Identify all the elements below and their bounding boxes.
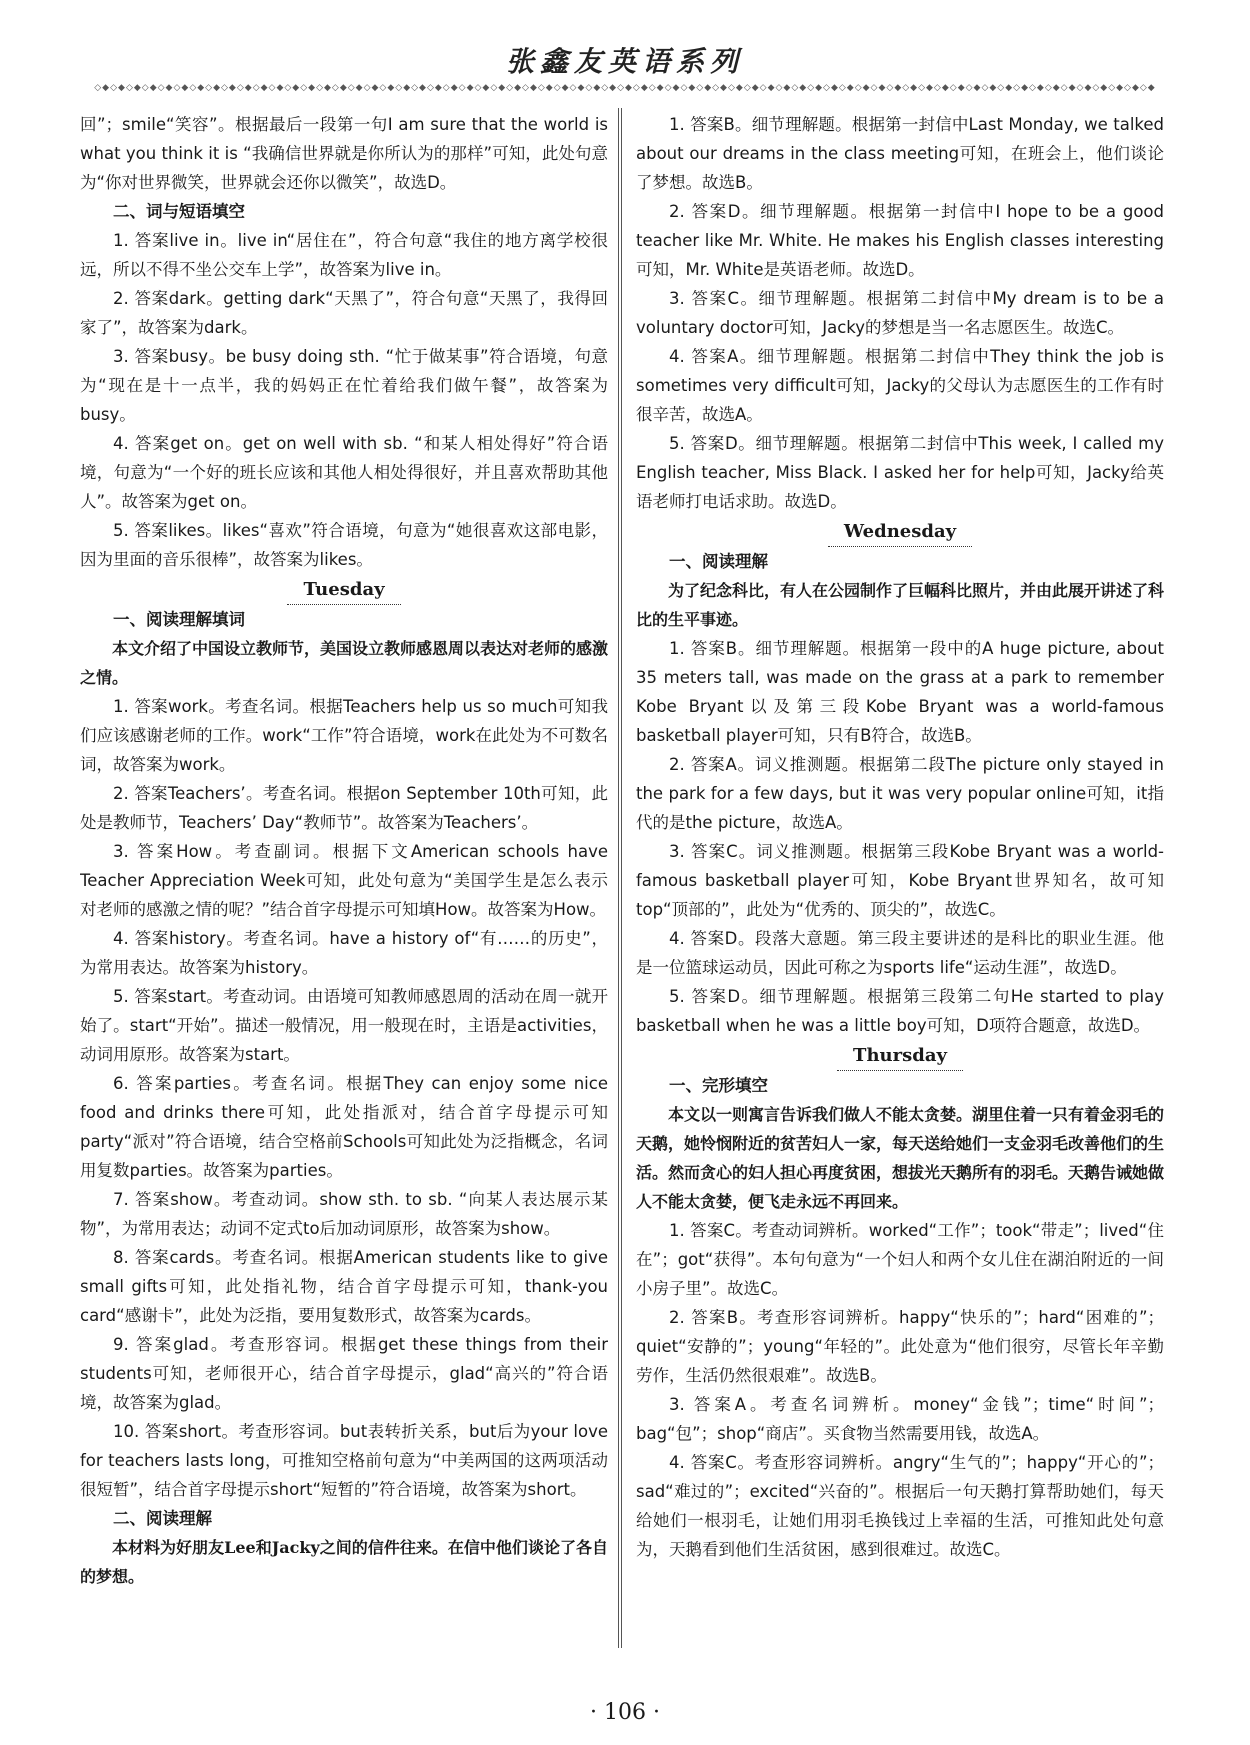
day-heading-tuesday: Tuesday <box>80 576 608 605</box>
answer-item: 4. 答案history。考查名词。have a history of“有……的历史”，为常用表达。故答案为history。 <box>80 929 608 977</box>
answer-item: 3. 答案How。考查副词。根据下文American schools have Teacher Appreciation Week可知，此处句意为“美国学生是怎么表示对老师的感激之情的呢？”结合首字母提示可知填How。故答案为How。 <box>80 842 608 919</box>
answer-item: 3. 答案A。考查名词辨析。money“金钱”；time“时间”；bag“包”；shop“商店”。买食物当然需要用钱，故选A。 <box>636 1395 1164 1443</box>
answer-item: 7. 答案show。考查动词。show sth. to sb. “向某人表达展示某物”，为常用表达；动词不定式to后加动词原形，故答案为show。 <box>80 1190 608 1238</box>
answer-item: 2. 答案D。细节理解题。根据第一封信中I hope to be a good teacher like Mr. White. He makes his English classes interesting可知，Mr. White是英语老师。故选D。 <box>636 202 1164 279</box>
continued-paragraph: 回”；smile“笑容”。根据最后一段第一句I am sure that the world is what you think it is “我确信世界就是你所认为的那样”可知，此处句意为“你对世界微笑，世界就会还你以微笑”，故选D。 <box>80 115 608 192</box>
page-number: · 106 · <box>590 1700 660 1725</box>
section-heading-reading: 二、阅读理解 <box>113 1509 212 1528</box>
passage-summary: 本材料为好朋友Lee和Jacky之间的信件往来。在信中他们谈论了各自的梦想。 <box>80 1538 608 1586</box>
answer-item: 5. 答案D。细节理解题。根据第二封信中This week, I called my English teacher, Miss Black. I asked her for help可知，Jacky给英语老师打电话求助。故选D。 <box>636 434 1164 511</box>
answer-item: 1. 答案live in。live in“居住在”，符合句意“我住的地方离学校很远，所以不得不坐公交车上学”，故答案为live in。 <box>80 231 608 279</box>
answer-item: 1. 答案work。考查名词。根据Teachers help us so much可知我们应该感谢老师的工作。work“工作”符合语境，work在此处为不可数名词，故答案为work。 <box>80 697 608 774</box>
answer-item: 6. 答案parties。考查名词。根据They can enjoy some nice food and drinks there可知，此处指派对，结合首字母提示可知party“派对”符合语境，结合空格前Schools可知此处为泛指概念，名词用复数parties。故答案为parties。 <box>80 1074 608 1180</box>
passage-summary: 本文以一则寓言告诉我们做人不能太贪婪。湖里住着一只有着金羽毛的天鹅，她怜悯附近的贫苦妇人一家，每天送给她们一支金羽毛改善他们的生活。然而贪心的妇人担心再度贫困，想拔光天鹅所有的羽毛。天鹅告诫她做人不能太贪婪，便飞走永远不再回来。 <box>636 1105 1164 1211</box>
answer-item: 2. 答案A。词义推测题。根据第二段The picture only stayed in the park for a few days, but it was very popular online可知，it指代的是the picture，故选A。 <box>636 755 1164 832</box>
answer-item: 8. 答案cards。考查名词。根据American students like to give small gifts可知，此处指礼物，结合首字母提示可知，thank-you card“感谢卡”，此处为泛指，要用复数形式，故答案为cards。 <box>80 1248 608 1325</box>
series-title: 张鑫友英语系列 <box>505 45 744 78</box>
answer-item: 2. 答案dark。getting dark“天黑了”，符合句意“天黑了，我得回家了”，故答案为dark。 <box>80 289 608 337</box>
day-heading-thursday: Thursday <box>636 1042 1164 1071</box>
column-divider-inner <box>621 108 622 1648</box>
answer-item: 5. 答案D。细节理解题。根据第三段第二句He started to play basketball when he was a little boy可知，D项符合题意，故选D。 <box>636 987 1164 1035</box>
answer-item: 4. 答案get on。get on well with sb. “和某人相处得好”符合语境，句意为“一个好的班长应该和其他人相处得很好，并且喜欢帮助其他人”。故答案为get on。 <box>80 434 608 511</box>
answer-item: 2. 答案Teachers’。考查名词。根据on September 10th可知，此处是教师节，Teachers’ Day“教师节”。故答案为Teachers’。 <box>80 784 608 832</box>
answer-item: 10. 答案short。考查形容词。but表转折关系，but后为your love for teachers lasts long，可推知空格前句意为“中美两国的这两项活动很短暂”，结合首字母提示short“短暂的”符合语境，故答案为short。 <box>80 1422 608 1499</box>
right-column <box>636 110 1164 1645</box>
answer-item: 4. 答案D。段落大意题。第三段主要讲述的是科比的职业生涯。他是一位篮球运动员，因此可称之为sports life“运动生涯”，故选D。 <box>636 929 1164 977</box>
section-heading-word-phrase-fill: 二、词与短语填空 <box>113 202 245 221</box>
answer-item: 1. 答案B。细节理解题。根据第一段中的A huge picture, about 35 meters tall, was made on the grass at a park to remember Kobe Bryant以及第三段Kobe Bryant was a world-famous basketball player可知，只有B符合，故选B。 <box>636 639 1164 745</box>
answer-item: 5. 答案start。考查动词。由语境可知教师感恩周的活动在周一就开始了。start“开始”。描述一般情况，用一般现在时，主语是activities，动词用原形。故答案为start。 <box>80 987 608 1064</box>
section-heading-cloze: 一、完形填空 <box>669 1076 768 1095</box>
answer-item: 4. 答案C。考查形容词辨析。angry“生气的”；happy“开心的”；sad“难过的”；excited“兴奋的”。根据后一句天鹅打算帮助她们，每天给她们一根羽毛，让她们用羽毛换钱过上幸福的生活，可推知此处句意为，天鹅看到他们生活贫困，感到很难过。故选C。 <box>636 1453 1164 1559</box>
day-heading-wednesday: Wednesday <box>636 518 1164 547</box>
section-heading-reading-fill: 一、阅读理解填词 <box>113 610 245 629</box>
column-divider <box>618 108 619 1648</box>
section-heading-reading: 一、阅读理解 <box>669 552 768 571</box>
answer-item: 2. 答案B。考查形容词辨析。happy“快乐的”；hard“困难的”；quiet“安静的”；young“年轻的”。此处意为“他们很穷，尽管长年辛勤劳作，生活仍然很艰难”。故选B。 <box>636 1308 1164 1385</box>
answer-item: 5. 答案likes。likes“喜欢”符合语境，句意为“她很喜欢这部电影，因为里面的音乐很棒”，故答案为likes。 <box>80 521 608 569</box>
left-column <box>80 110 608 1645</box>
answer-item: 1. 答案C。考查动词辨析。worked“工作”；took“带走”；lived“住在”；got“获得”。本句句意为“一个妇人和两个女儿住在湖泊附近的一间小房子里”。故选C。 <box>636 1221 1164 1298</box>
passage-summary: 本文介绍了中国设立教师节，美国设立教师感恩周以表达对老师的感激之情。 <box>80 639 608 687</box>
answer-item: 4. 答案A。细节理解题。根据第二封信中They think the job is sometimes very difficult可知，Jacky的父母认为志愿医生的工作有时很辛苦，故选A。 <box>636 347 1164 424</box>
answer-item: 1. 答案B。细节理解题。根据第一封信中Last Monday, we talked about our dreams in the class meeting可知，在班会上，他们谈论了梦想。故选B。 <box>636 115 1164 192</box>
decorative-header-rule: ◇◆◇◆◇◆◇◆◇◆◇◆◇◆◇◆◇◆◇◆◇◆◇◆◇◆◇◆◇◆◇◆◇◆◇◆◇◆◇◆◇◆◇◆◇◆◇◆◇◆◇◆◇◆◇◆◇◆◇◆◇◆◇◆◇◆◇◆◇◆◇◆◇◆◇◆◇◆◇◆◇◆◇◆◇◆◇◆◇◆◇◆◇◆◇◆◇◆◇◆◇◆◇◆◇◆◇◆◇◆◇◆◇◆◇◆◇◆◇◆◇◆◇◆◇◆◇◆◇◆◇◆◇◆ <box>94 83 1156 93</box>
answer-item: 3. 答案busy。be busy doing sth. “忙于做某事”符合语境，句意为“现在是十一点半，我的妈妈正在忙着给我们做午餐”，故答案为 busy。 <box>80 347 608 424</box>
passage-summary: 为了纪念科比，有人在公园制作了巨幅科比照片，并由此展开讲述了科比的生平事迹。 <box>636 581 1164 629</box>
answer-item: 9. 答案glad。考查形容词。根据get these things from their students可知，老师很开心，结合首字母提示，glad“高兴的”符合语境，故答案为glad。 <box>80 1335 608 1412</box>
answer-item: 3. 答案C。词义推测题。根据第三段Kobe Bryant was a world-famous basketball player可知，Kobe Bryant世界知名，故可知top“顶部的”，此处为“优秀的、顶尖的”，故选C。 <box>636 842 1164 919</box>
answer-item: 3. 答案C。细节理解题。根据第二封信中My dream is to be a voluntary doctor可知，Jacky的梦想是当一名志愿医生。故选C。 <box>636 289 1164 337</box>
